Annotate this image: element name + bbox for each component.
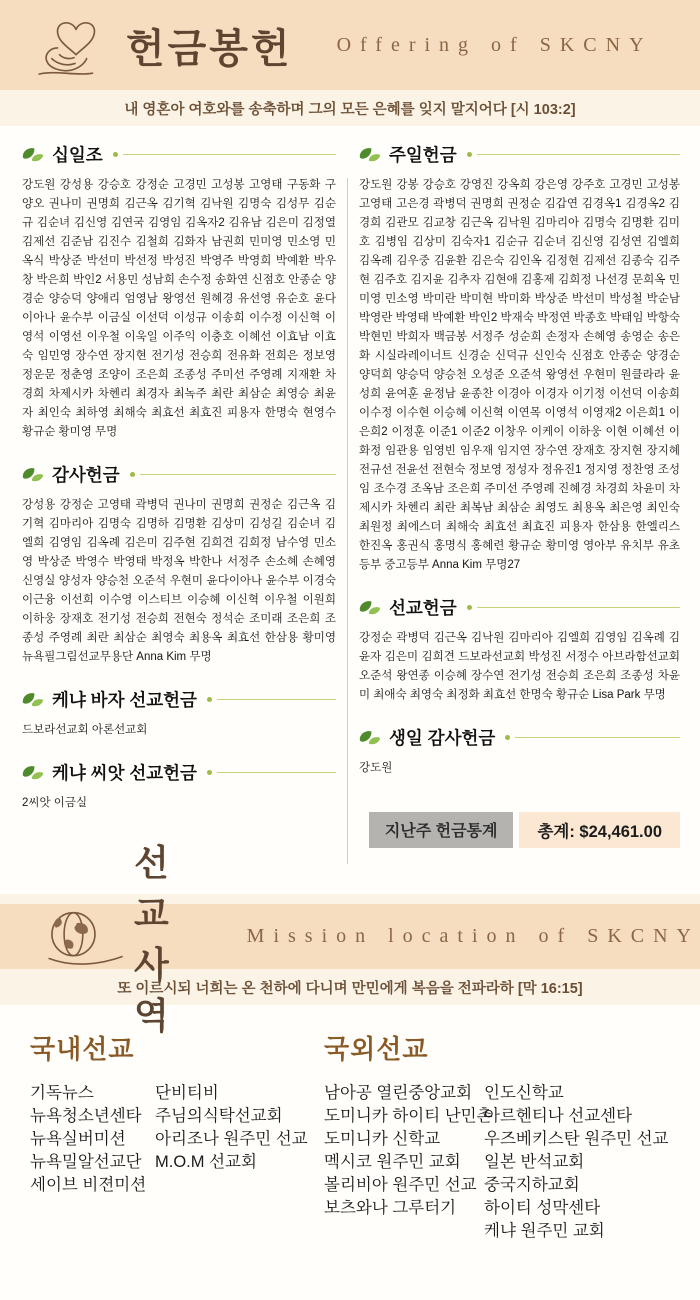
mission-offering-names: 강정순 곽병덕 김근옥 김낙원 김마리아 김엘희 김영임 김옥례 김윤자 김은미 김희견 드보라선교회 박성진 서정수 아브라함선교회 오준석 왕연종 이승혜 장수연 전기성 전승희 조은희 조종성 차윤미 최애숙 최영숙 최정화 최효선 한명숙 황규순 Lisa Park 무명 [359, 632, 680, 701]
mission-item: 아리조나 원주민 선교 [155, 1130, 308, 1148]
mission-item: 하이티 성막센타 [484, 1199, 601, 1217]
offering-panel [0, 126, 700, 894]
mission-item: 인도신학교 [484, 1084, 564, 1102]
mission-item: 세이브 비젼미션 [30, 1176, 147, 1194]
mission-verse-row [0, 969, 700, 1005]
mission-item: 기독뉴스 [30, 1084, 94, 1102]
globe-icon [36, 908, 124, 966]
section-rule [464, 152, 680, 157]
leaf-icon [22, 147, 45, 163]
section-thanksgiving [22, 462, 336, 667]
offering-stats [359, 812, 680, 848]
section-rule [127, 472, 336, 477]
leaf-icon [22, 467, 45, 483]
section-title: 십일조 [52, 145, 103, 165]
section-kenya-bazaar-header [22, 687, 336, 712]
leaf-icon [359, 600, 382, 616]
overseas-missions-title: 국외선교 [324, 1034, 429, 1064]
overseas-missions-col1 [324, 1082, 493, 1243]
section-rule [204, 697, 336, 702]
mission-item: 중국지하교회 [484, 1176, 580, 1194]
overseas-missions [324, 1029, 690, 1300]
mission-item: 멕시코 원주민 교회 [324, 1153, 461, 1171]
mission-item: 주님의식탁선교회 [155, 1107, 283, 1125]
mission-item: 케냐 원주민 교회 [484, 1222, 605, 1240]
mission-item: 볼리비아 원주민 선교 [324, 1176, 477, 1194]
leaf-icon [359, 147, 382, 163]
domestic-missions-col1 [30, 1082, 155, 1197]
section-gap [0, 894, 700, 904]
domestic-missions [30, 1029, 324, 1300]
section-sunday-offering [359, 142, 680, 575]
mission-item: 도미니카 하이티 난민촌 [324, 1107, 493, 1125]
hands-heart-icon [36, 12, 116, 78]
leaf-icon [22, 765, 45, 781]
overseas-missions-col2 [484, 1082, 669, 1243]
kenya-bazaar-names: 드보라선교회 아론선교회 [22, 724, 148, 736]
section-rule [502, 735, 680, 740]
mission-item: 일본 반석교회 [484, 1153, 585, 1171]
mission-title: 선교사역 [134, 841, 172, 1036]
leaf-icon [22, 692, 45, 708]
birthday-offering-names: 강도원 [359, 762, 393, 774]
offering-right-column [359, 142, 680, 894]
offering-header-band [0, 0, 700, 90]
section-title: 생일 감사헌금 [389, 728, 496, 748]
thanksgiving-names: 강성용 강정순 고영태 곽병덕 권나미 권명희 권정순 김근옥 김기혁 김마리아 김명숙 김명하 김명환 김상미 김성길 김순녀 김엘희 김영임 김옥례 김은미 김주현 김희견 김희정 남수영 민소영 박상준 박영수 박영태 박정옥 박한나 서정주 손소혜 손혜영 신영실 양성자 양승천 오준석 우현미 윤다이아나 윤수부 이경숙 이근융 이선희 이수영 이스티브 이승혜 이신혁 이우철 이원희 이하웅 장재호 전기성 전승희 전현숙 정석순 조미래 조은희 조종성 주영례 최란 최삼순 최영숙 최용옥 최효선 한삼용 황미영 뉴욕필그림선교무용단 Anna Kim 무명 [22, 499, 336, 663]
mission-item: 뉴욕실버미션 [30, 1130, 126, 1148]
section-title: 주일헌금 [389, 145, 457, 165]
mission-item: 뉴욕청소년센타 [30, 1107, 142, 1125]
section-sunday-header [359, 142, 680, 167]
stats-label: 지난주 헌금통계 [369, 812, 514, 848]
section-kenya-seed-header [22, 760, 336, 785]
domestic-missions-title: 국내선교 [30, 1034, 135, 1064]
section-title: 케냐 바자 선교헌금 [52, 690, 197, 710]
section-tithe-header [22, 142, 336, 167]
section-mission-offering [359, 595, 680, 705]
kenya-seed-names: 2씨앗 이금실 [22, 797, 88, 809]
section-kenya-seed [22, 760, 336, 813]
mission-panel [0, 1005, 700, 1300]
leaf-icon [359, 730, 382, 746]
offering-subtitle: Offering of SKCNY [336, 33, 653, 56]
mission-item: 우즈베키스탄 원주민 선교 [484, 1130, 669, 1148]
section-rule [110, 152, 336, 157]
mission-item: 단비티비 [155, 1084, 219, 1102]
tithe-names: 강도원 강성용 강승호 강정순 고경민 고성봉 고영태 구동화 구양오 권나미 권명희 김근옥 김기혁 김낙원 김명숙 김성무 김순규 김순녀 김신영 김연국 김영임 김옥자2 김유남 김은미 김정열 김제선 김준남 김진수 김철희 김화자 남권희 민미영 민소영 민옥식 박상준 박선미 박선정 박성진 박영주 박영희 박예환 박우창 박은희 박인2 서용민 성남희 손수정 송화연 신점호 안종순 양경순 양승덕 양애리 엄영남 왕영선 원혜경 유선영 유순호 윤다이아나 윤수부 이금실 이선덕 이성규 이송희 이수정 이신혁 이영석 이영선 이우철 이욱일 이주익 이충호 이혜선 이효남 이효숙 임민영 장수연 장지현 전기성 전승희 전유화 전희은 정보영 정운문 정춘영 조양이 조은희 조종성 주미선 주영례 지재환 차경희 차제시카 차헨리 최경자 최녹주 최란 최삼순 최영승 최윤자 최인숙 최하영 최해숙 최효선 최효진 피용자 한명숙 현영수 황규순 황미영 무명 [22, 179, 336, 438]
mission-item: 도미니카 신학교 [324, 1130, 441, 1148]
section-mission-offering-header [359, 595, 680, 620]
mission-subtitle: Mission location of SKCNY [246, 925, 700, 947]
section-rule [204, 770, 336, 775]
section-rule [464, 605, 680, 610]
section-tithe [22, 142, 336, 442]
section-birthday-header [359, 725, 680, 750]
section-title: 선교헌금 [389, 598, 457, 618]
mission-item: M.O.M 선교회 [155, 1153, 257, 1171]
column-divider [347, 178, 348, 864]
mission-item: 아르헨티나 선교센타 [484, 1107, 633, 1125]
overseas-missions-columns [324, 1082, 690, 1243]
domestic-missions-columns [30, 1082, 324, 1197]
offering-left-column [22, 142, 336, 894]
stats-total: 총계: $24,461.00 [519, 812, 680, 848]
section-title: 감사헌금 [52, 465, 120, 485]
section-title: 케냐 씨앗 선교헌금 [52, 763, 197, 783]
section-thanksgiving-header [22, 462, 336, 487]
mission-item: 뉴욕밀알선교단 [30, 1153, 142, 1171]
section-kenya-bazaar [22, 687, 336, 740]
offering-verse: 내 영혼아 여호와를 송축하며 그의 모든 은혜를 잊지 말지어다 [시 103:2] [124, 101, 576, 118]
mission-verse: 또 이르시되 너희는 온 천하에 다니며 만민에게 복음을 전파라하 [막 16:15] [117, 980, 583, 997]
offering-verse-row [0, 90, 700, 126]
sunday-offering-names: 강도원 강봉 강승호 강영진 강옥희 강은영 강주호 고경민 고성봉 고영태 고은경 곽병덕 권명희 권정순 김갑연 김경옥1 김경옥2 김경희 김관모 김교창 김근옥 김낙원 김마리아 김명숙 김명환 김미호 김병임 김상미 김숙자1 김순규 김순녀 김신영 김성연 김엘희 김옥례 김우중 김윤환 김은숙 김인옥 김정현 김제선 김종숙 김주현 김주호 김지윤 김추자 김현애 김홍제 김희정 나선경 문희옥 민미영 민소영 박미란 박미현 박미화 박상준 박선미 박성철 박순남 박영란 박영태 박예환 박인2 박재숙 박정연 박종호 박태임 박항숙 박현민 박희자 백금봉 서정주 성순희 손정자 손혜영 송영순 송은화 시실라레이너트 신경순 신덕규 신인숙 신점호 안종순 양경순 양덕희 양승덕 양승천 오성준 오준석 왕영선 우현미 원클라라 윤성희 윤여훈 윤정남 윤종찬 이경아 이경자 이기정 이선덕 이송희 이수정 이수현 이승혜 이신혁 이연목 이영석 이영재2 이은희1 이은희2 이정훈 이준1 이준2 이창우 이케이 이하웅 이현 이혜선 이화정 임관용 임영빈 임우재 임지연 장수연 장재호 장지현 장지혜 전규선 전윤선 전현숙 정보영 정성자 정유진1 정지영 정찬영 조성임 조수경 조옥남 조은희 주미선 주영례 진혜경 차경희 차윤미 차제시카 차헨리 최란 최복남 최삼순 최영도 최용옥 최은영 최인숙 최원정 최에스더 최해숙 최효선 최효진 피용자 한삼용 한엘리스 한진옥 홍권식 홍명식 홍혜련 황규순 황미영 영아부 유치부 유초등부 중고등부 Anna Kim 무명27 [359, 179, 680, 571]
section-birthday-offering [359, 725, 680, 778]
mission-item: 보츠와나 그루터기 [324, 1199, 457, 1217]
offering-title: 헌금봉헌 [126, 26, 293, 71]
domestic-missions-col2 [155, 1082, 308, 1197]
mission-item: 남아공 열린중앙교회 [324, 1084, 473, 1102]
